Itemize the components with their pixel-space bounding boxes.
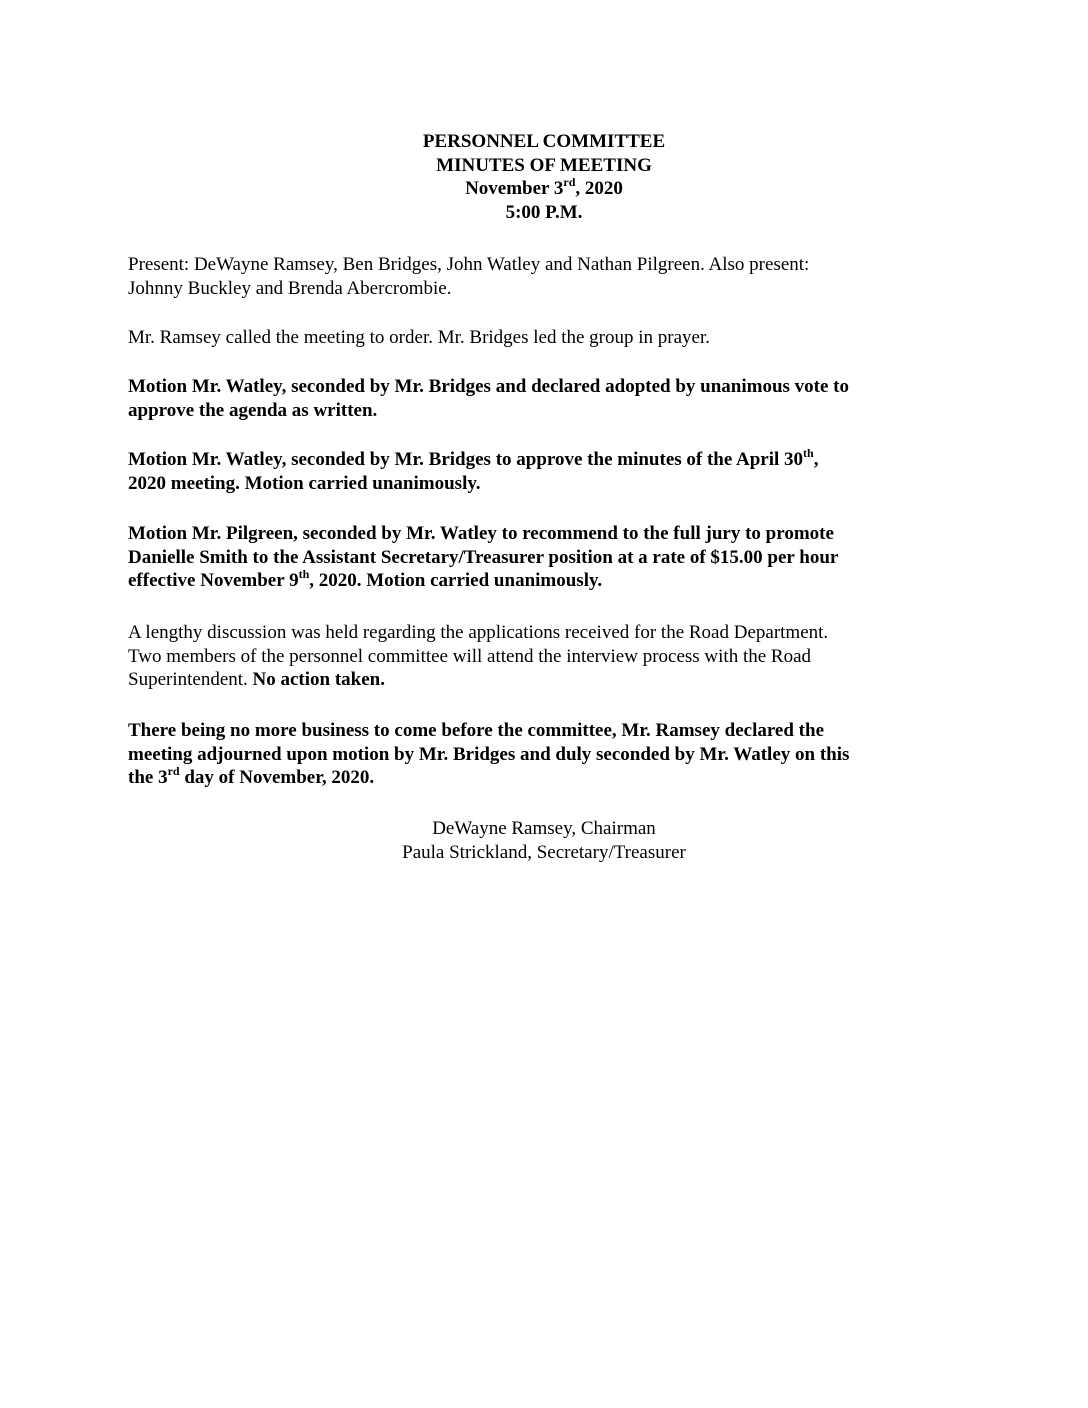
motion-minutes-paragraph bbox=[128, 445, 958, 495]
no-action-taken-text: No action taken. bbox=[252, 669, 386, 690]
adjournment-paragraph bbox=[128, 719, 958, 790]
attendance-paragraph bbox=[128, 253, 958, 300]
call-to-order-paragraph bbox=[128, 326, 958, 350]
signature-block bbox=[0, 817, 1088, 865]
adjournment-line-3: the 3rd day of November, 2020. bbox=[128, 763, 375, 788]
discussion-paragraph bbox=[128, 621, 958, 692]
motion-promote-paragraph bbox=[128, 522, 958, 593]
header-meeting-time: 5:00 P.M. bbox=[505, 201, 583, 223]
secretary-signature-line: Paula Strickland, Secretary/Treasurer bbox=[402, 842, 686, 863]
header-minutes-title: MINUTES OF MEETING bbox=[436, 154, 652, 176]
document-header bbox=[0, 130, 1088, 224]
attendance-line-1: Present: DeWayne Ramsey, Ben Bridges, John Watley and Nathan Pilgreen. Also present: bbox=[128, 254, 810, 275]
motion-promote-line-3: effective November 9th, 2020. Motion carried unanimously. bbox=[128, 566, 603, 591]
chairman-signature-line: DeWayne Ramsey, Chairman bbox=[432, 818, 656, 839]
discussion-line-3: Superintendent. No action taken. bbox=[128, 669, 386, 690]
motion-agenda-paragraph bbox=[128, 375, 958, 422]
attendance-line-2: Johnny Buckley and Brenda Abercrombie. bbox=[128, 277, 452, 299]
motion-agenda-line-1: Motion Mr. Watley, seconded by Mr. Bridges and declared adopted by unanimous vote to bbox=[128, 376, 850, 397]
motion-promote-line-2: Danielle Smith to the Assistant Secretary/Treasurer position at a rate of $15.00 per hour bbox=[128, 546, 839, 568]
motion-agenda-line-2: approve the agenda as written. bbox=[128, 399, 378, 421]
motion-minutes-line-1: Motion Mr. Watley, seconded by Mr. Bridges to approve the minutes of the April 30th, bbox=[128, 445, 819, 470]
header-committee-name: PERSONNEL COMMITTEE bbox=[422, 131, 666, 152]
discussion-line-2: Two members of the personnel committee will attend the interview process with the Road bbox=[128, 645, 812, 667]
header-meeting-date: November 3rd, 2020 bbox=[465, 174, 623, 199]
adjournment-line-2: meeting adjourned upon motion by Mr. Bridges and duly seconded by Mr. Watley on this bbox=[128, 743, 850, 765]
discussion-line-1: A lengthy discussion was held regarding the applications received for the Road Department. bbox=[128, 622, 829, 643]
call-to-order-text: Mr. Ramsey called the meeting to order. Mr. Bridges led the group in prayer. bbox=[128, 327, 711, 348]
adjournment-line-1: There being no more business to come before the committee, Mr. Ramsey declared the bbox=[128, 720, 825, 741]
motion-minutes-line-2: 2020 meeting. Motion carried unanimously. bbox=[128, 472, 481, 494]
motion-promote-line-1: Motion Mr. Pilgreen, seconded by Mr. Watley to recommend to the full jury to promote bbox=[128, 523, 834, 544]
